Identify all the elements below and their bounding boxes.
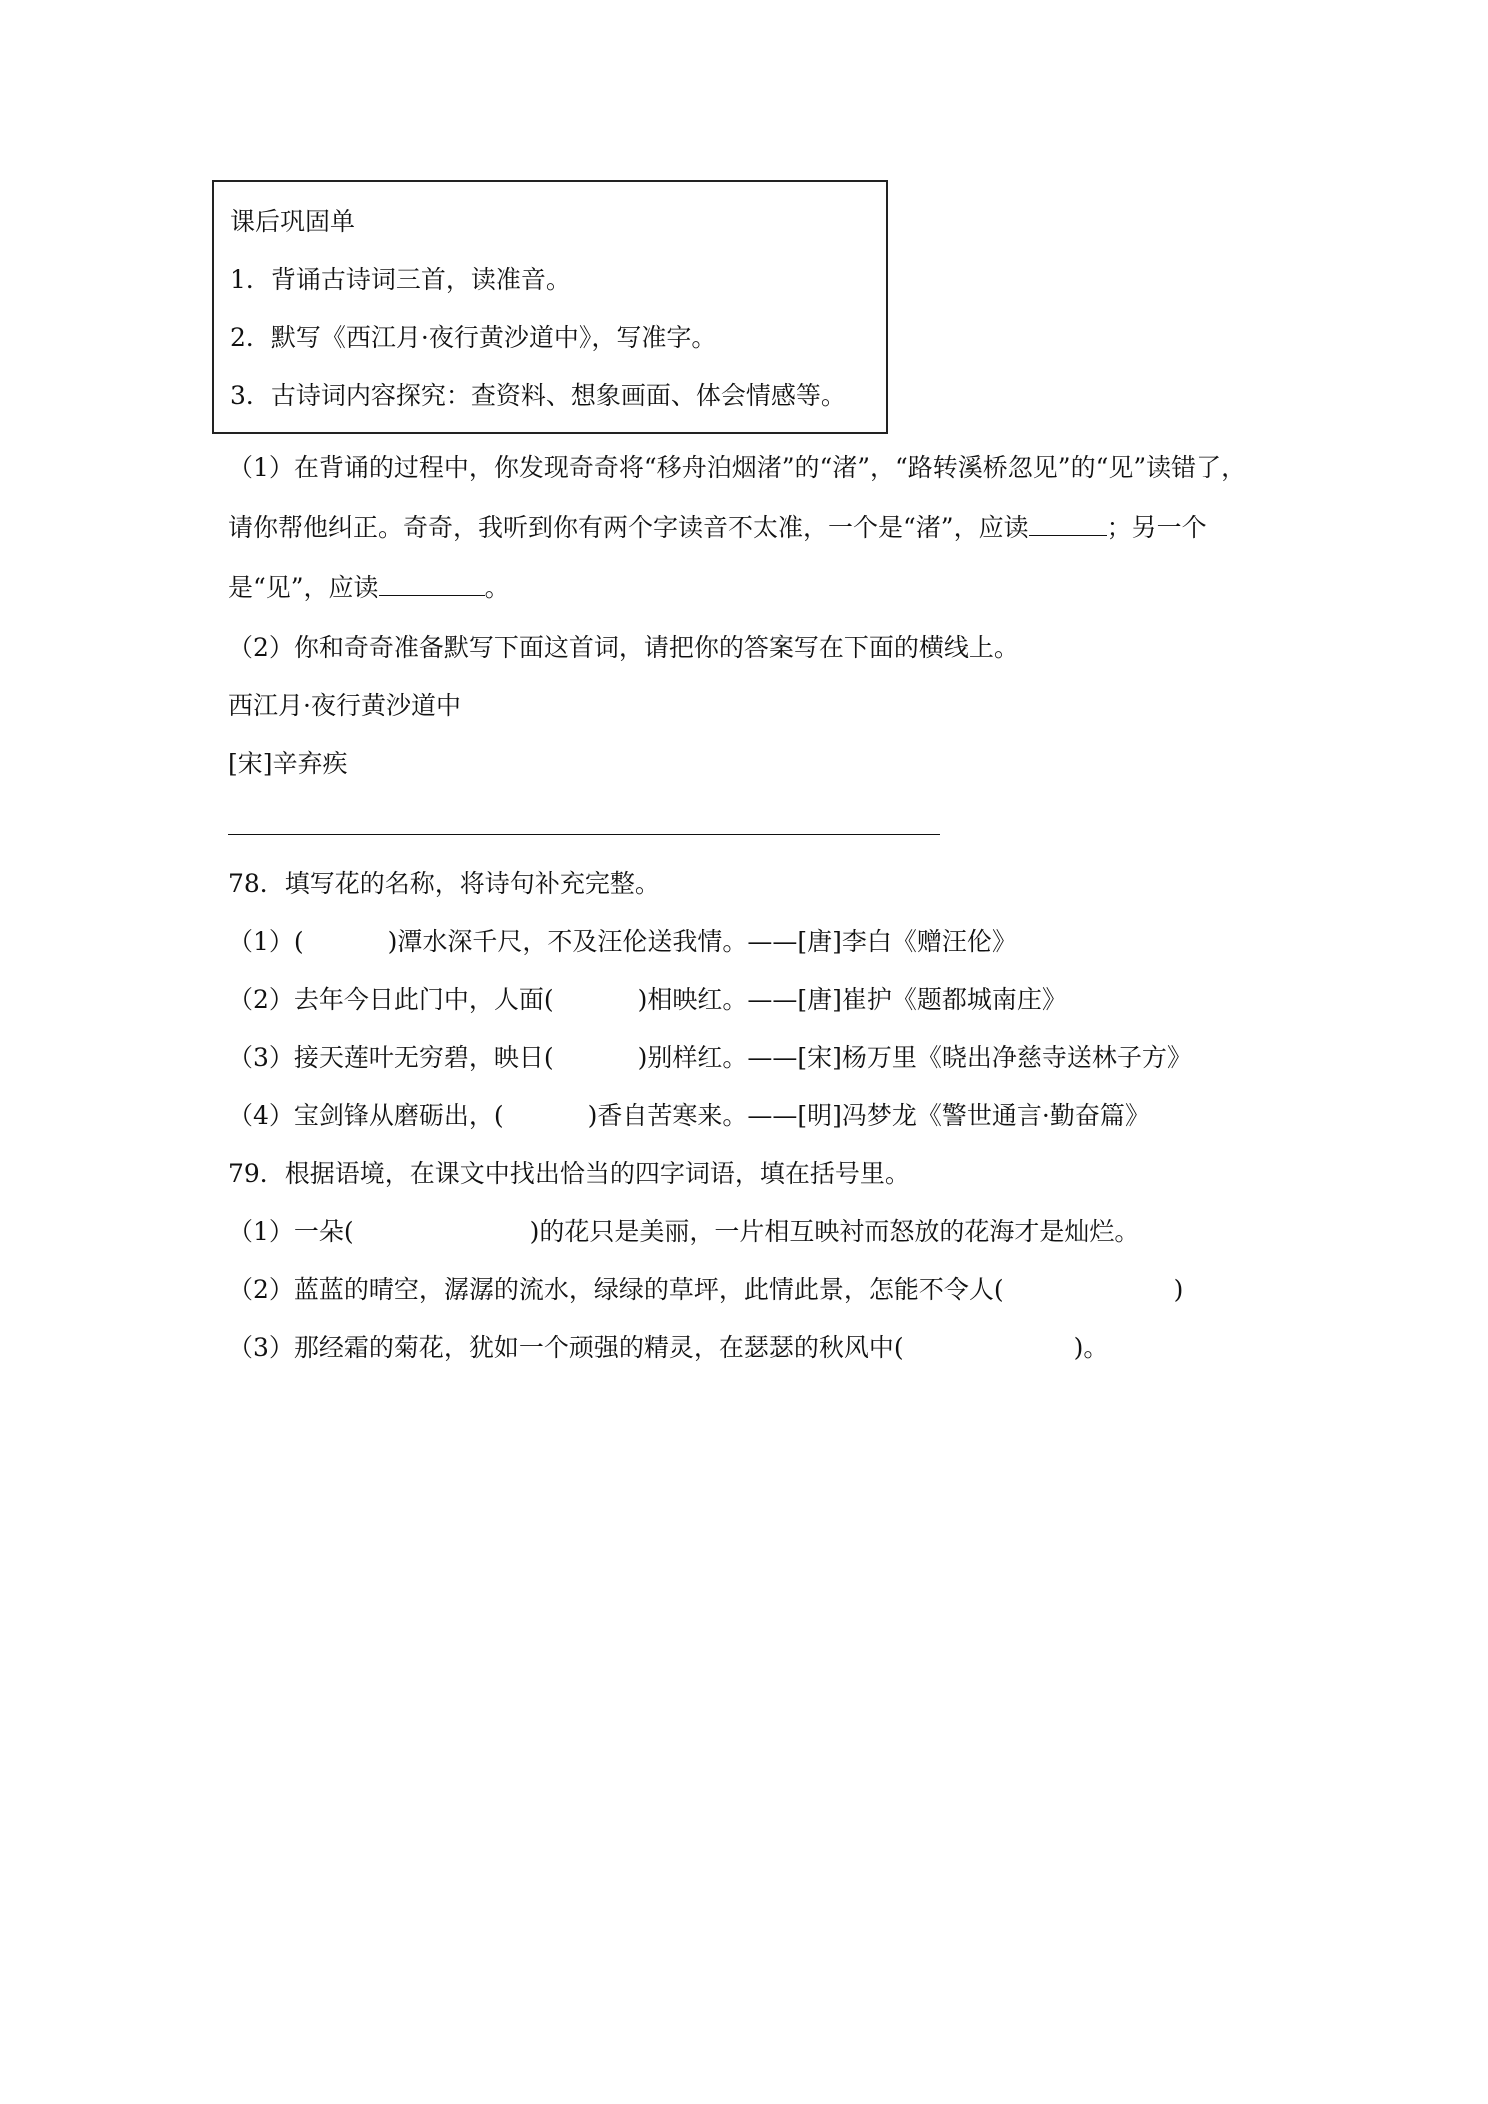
q78-title: 78．填写花的名称，将诗句补充完整。	[228, 869, 660, 898]
reading-question-line-1: （1）在背诵的过程中，你发现奇奇将“移舟泊烟渚”的“渚”，“路转溪桥忽见”的“见”读错了，	[228, 453, 1247, 482]
q79-item-2: （2）蓝蓝的晴空，潺潺的流水，绿绿的草坪，此情此景，怎能不令人( )	[228, 1275, 1184, 1304]
dictation-answer-line[interactable]	[228, 834, 940, 835]
q78-item-4: （4）宝剑锋从磨砺出，( )香自苦寒来。——[明]冯梦龙《警世通言·勤奋篇》	[228, 1101, 1150, 1130]
answer-blank-jian[interactable]	[379, 573, 485, 596]
reading-question-line-3: 是“见”，应读 。	[228, 573, 510, 602]
poem-title: 西江月·夜行黄沙道中	[228, 691, 461, 720]
poem-author: [宋]辛弃疾	[228, 749, 348, 778]
q79-item-1: （1）一朵( )的花只是美丽，一片相互映衬而怒放的花海才是灿烂。	[228, 1217, 1140, 1246]
q79-item-3: （3）那经霜的菊花，犹如一个顽强的精灵，在瑟瑟的秋风中( )。	[228, 1333, 1109, 1362]
q78-item-2: （2）去年今日此门中，人面( )相映红。——[唐]崔护《题都城南庄》	[228, 985, 1067, 1014]
answer-blank-zhu[interactable]	[1029, 513, 1107, 536]
dictation-question: （2）你和奇奇准备默写下面这首词，请把你的答案写在下面的横线上。	[228, 633, 1019, 662]
review-item-3: 3．古诗词内容探究：查资料、想象画面、体会情感等。	[230, 381, 846, 410]
q79-title: 79．根据语境，在课文中找出恰当的四字词语，填在括号里。	[228, 1159, 910, 1188]
review-item-2: 2．默写《西江月·夜行黄沙道中》，写准字。	[230, 323, 717, 352]
reading-question-line-2: 请你帮他纠正。奇奇，我听到你有两个字读音不太准，一个是“渚”，应读 ；另一个	[228, 513, 1207, 542]
q78-item-3: （3）接天莲叶无穷碧，映日( )别样红。——[宋]杨万里《晓出净慈寺送林子方》	[228, 1043, 1192, 1072]
review-box-title: 课后巩固单	[230, 207, 356, 236]
q78-item-1: （1）( )潭水深千尺，不及汪伦送我情。——[唐]李白《赠汪伦》	[228, 927, 1017, 956]
review-box	[212, 180, 888, 434]
review-item-1: 1．背诵古诗词三首，读准音。	[230, 265, 571, 294]
